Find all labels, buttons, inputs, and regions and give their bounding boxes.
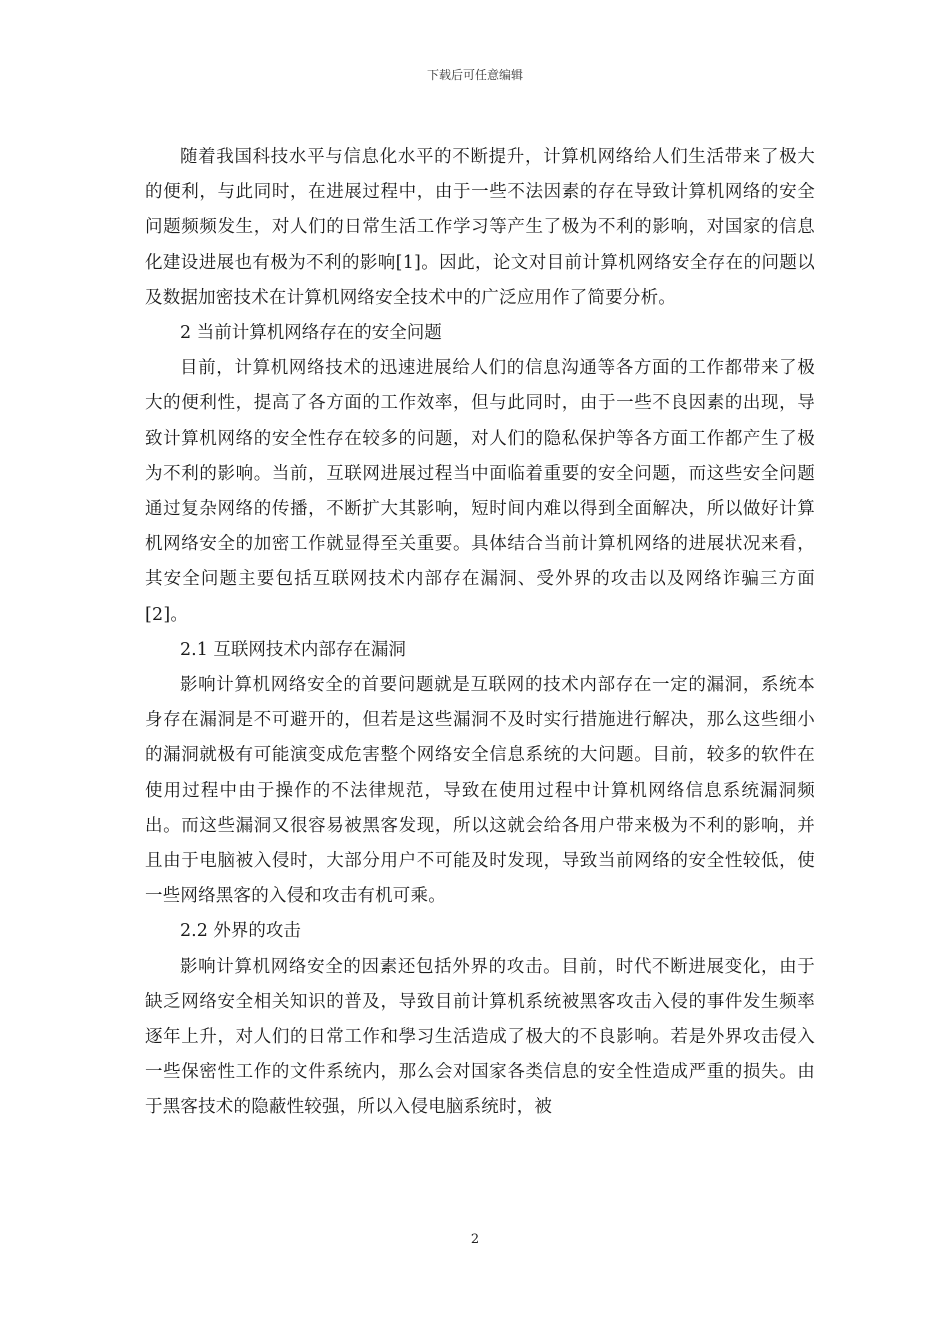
page-number: 2	[470, 1232, 480, 1247]
section-heading-2-2: 2.2 外界的攻击	[180, 921, 301, 942]
document-body	[145, 140, 815, 1126]
paragraph-intro: 随着我国科技水平与信息化水平的不断提升，计算机网络给人们生活带来了极大的便利，与此同时，在进展过程中，由于一些不法因素的存在导致计算机网络的安全问题频频发生，对人们的日常生活工作学习等产生了极为不利的影响，对国家的信息化建设进展也有极为不利的影响[1]。因此，论文对目前计算机网络安全存在的问题以及数据加密技术在计算机网络安全技术中的广泛应用作了简要分析。	[145, 147, 815, 308]
page-header: 下载后可任意编辑	[426, 68, 523, 82]
paragraph-section-2: 目前，计算机网络技术的迅速进展给人们的信息沟通等各方面的工作都带来了极大的便利性，提高了各方面的工作效率，但与此同时，由于一些不良因素的出现，导致计算机网络的安全性存在较多的问题，对人们的隐私保护等各方面工作都产生了极为不利的影响。当前，互联网进展过程当中面临着重要的安全问题，而这些安全问题通过复杂网络的传播，不断扩大其影响，短时间内难以得到全面解决，所以做好计算机网络安全的加密工作就显得至关重要。具体结合当前计算机网络的进展状况来看，其安全问题主要包括互联网技术内部存在漏洞、受外界的攻击以及网络诈骗三方面[2]。	[145, 358, 815, 625]
paragraph-section-2-1: 影响计算机网络安全的首要问题就是互联网的技术内部存在一定的漏洞，系统本身存在漏洞是不可避开的，但若是这些漏洞不及时实行措施进行解决，那么这些细小的漏洞就极有可能演变成危害整个网络安全信息系统的大问题。目前，较多的软件在使用过程中由于操作的不法律规范，导致在使用过程中计算机网络信息系统漏洞频出。而这些漏洞又很容易被黑客发现，所以这就会给各用户带来极为不利的影响，并且由于电脑被入侵时，大部分用户不可能及时发现，导致当前网络的安全性较低，使一些网络黑客的入侵和攻击有机可乘。	[145, 675, 815, 907]
section-heading-2-1: 2.1 互联网技术内部存在漏洞	[180, 639, 406, 660]
section-heading-2: 2 当前计算机网络存在的安全问题	[180, 323, 442, 344]
paragraph-section-2-2: 影响计算机网络安全的因素还包括外界的攻击。目前，时代不断进展变化，由于缺乏网络安全相关知识的普及，导致目前计算机系统被黑客攻击入侵的事件发生频率逐年上升，对人们的日常工作和學习生活造成了极大的不良影响。若是外界攻击侵入一些保密性工作的文件系统内，那么会对国家各类信息的安全性造成严重的损失。由于黑客技术的隐蔽性较强，所以入侵电脑系统时，被	[145, 956, 815, 1118]
